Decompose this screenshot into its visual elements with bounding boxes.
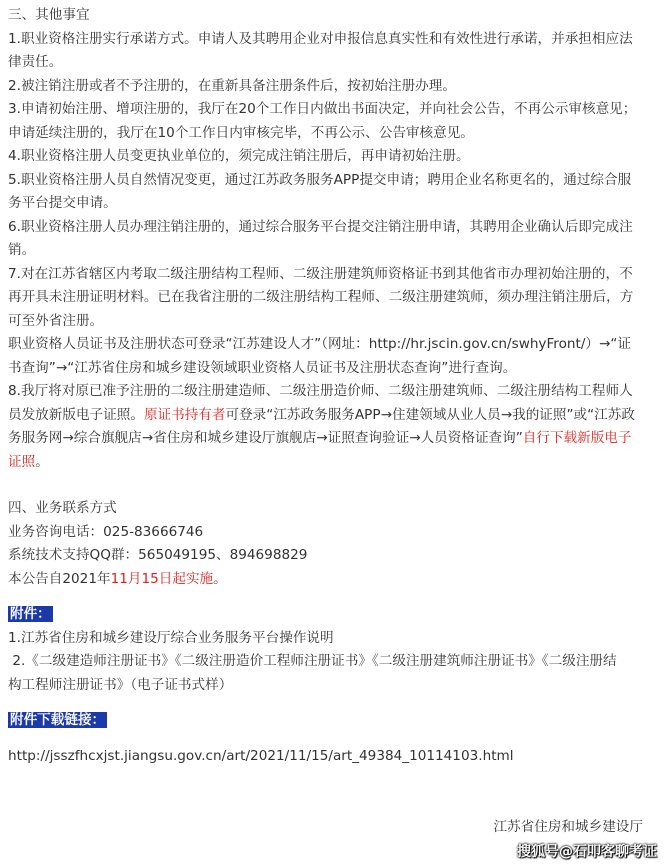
item-5-line-2: 务平台提交申请。 (8, 195, 117, 211)
effective-date-suffix: 。 (213, 570, 227, 587)
item-2: 2.被注销注册或者不予注册的，在重新具备注册条件后，按初始注册办理。 (8, 77, 456, 94)
item-8-line-4 (8, 451, 660, 475)
notice-body (8, 4, 660, 768)
item-8-line-3-text: 务服务网→综合旗舰店→省住房和城乡建设厅旗舰店→证照查询验证→人员资格证查询” (8, 430, 523, 446)
item-6-line-2: 销。 (8, 242, 36, 258)
item-8-line-1: 8.我厅将对原已准予注册的二级注册建造师、二级注册造价师、二级注册建筑师、二级注册结构工程师人 (8, 383, 633, 399)
spacer (8, 474, 660, 497)
effective-date (8, 568, 660, 592)
section-heading-other-matters: 三、其他事宜 (8, 7, 90, 23)
attachment-2-line-2: 构工程师注册证书》（电子证书式样） (8, 676, 233, 693)
self-download-highlight: 自行下载新版电子 (522, 430, 632, 446)
item-5-line-1: 5.职业资格注册人员自然情况变更，通过江苏政务服务APP提交申请；聘用企业名称更名的，通过综合服 (8, 171, 632, 188)
item-3-line-2: 申请延续注册的，我厅在10个工作日内审核完毕，不再公示、公告审核意见。 (8, 124, 474, 141)
source-watermark: 搜狐号@石叩客聊考证 (517, 844, 657, 860)
item-8-line-4-end: 。 (35, 453, 49, 470)
section-heading-contact: 四、业务联系方式 (8, 500, 117, 516)
download-label-row (8, 709, 660, 733)
item-8-line-2-text: 员发放新版电子证照。 (8, 406, 144, 423)
item-3-line-1: 3.申请初始注册、增项注册的，我厅在20个工作日内做出书面决定，并向社会公告，不再公示审核意见； (8, 101, 637, 117)
item-1-line-1: 1.职业资格注册实行承诺方式。申请人及其聘用企业对申报信息真实性和有效性进行承诺，并承担相应法 (8, 30, 633, 47)
attachments-label: 附件： (10, 606, 51, 622)
effective-date-highlight: 11月15日起实施 (110, 570, 214, 587)
license-highlight: 证照 (8, 453, 36, 470)
download-url[interactable]: http://jsszfhcxjst.jiangsu.gov.cn/art/2021/11/15/art_49384_10114103.html (8, 747, 514, 764)
item-8-line-2 (8, 404, 660, 428)
issuer-signature: 江苏省住房和城乡建设厅 (493, 819, 643, 835)
spacer (8, 591, 660, 603)
consult-phone: 业务咨询电话：025-83666746 (8, 523, 204, 540)
download-label: 附件下载链接： (10, 712, 106, 728)
attachment-1: 1.江苏省住房和城乡建设厅综合业务服务平台操作说明 (8, 629, 334, 646)
attachments-label-row (8, 603, 660, 627)
item-7-line-3: 可至外省注册。 (8, 312, 104, 329)
certificate-holder-highlight: 原证书持有者 (143, 406, 226, 423)
spacer (8, 733, 660, 745)
item-1-line-2: 律责任。 (8, 54, 63, 70)
item-6-line-1: 6.职业资格注册人员办理注销注册的，通过综合服务平台提交注销注册申请，其聘用企业确认后即完成注 (8, 218, 633, 235)
qq-groups: 系统技术支持QQ群：565049195、894698829 (8, 547, 308, 563)
query-line-2: 书查询”→“江苏省住房和城乡建设领域职业资格人员证书及注册状态查询”进行查询。 (8, 359, 517, 376)
item-4: 4.职业资格注册人员变更执业单位的，须完成注销注册后，再申请初始注册。 (8, 148, 470, 164)
spacer (8, 697, 660, 709)
item-7-line-1: 7.对在江苏省辖区内考取二级注册结构工程师、二级注册建筑师资格证书到其他省市办理初始注册的，不 (8, 265, 633, 282)
effective-date-prefix: 本公告自2021年 (8, 570, 111, 587)
item-7-line-2: 再开具未注册证明材料。已在我省注册的二级注册结构工程师、二级注册建筑师，须办理注销注册后，方 (8, 289, 634, 305)
attachment-2-line-1: 2.《二级建造师注册证书》《二级注册造价工程师注册证书》《二级注册建筑师注册证书》《二级注册结 (8, 653, 617, 669)
item-8-line-2-rest: 可登录“江苏政务服务APP→住建领域从业人员→我的证照”或“江苏政 (225, 406, 635, 423)
query-line-1: 职业资格人员证书及注册状态可登录“江苏建设人才”（网址：http://hr.jscin.gov.cn/swhyFront/）→“证 (8, 336, 632, 352)
item-8-line-3 (8, 427, 660, 451)
